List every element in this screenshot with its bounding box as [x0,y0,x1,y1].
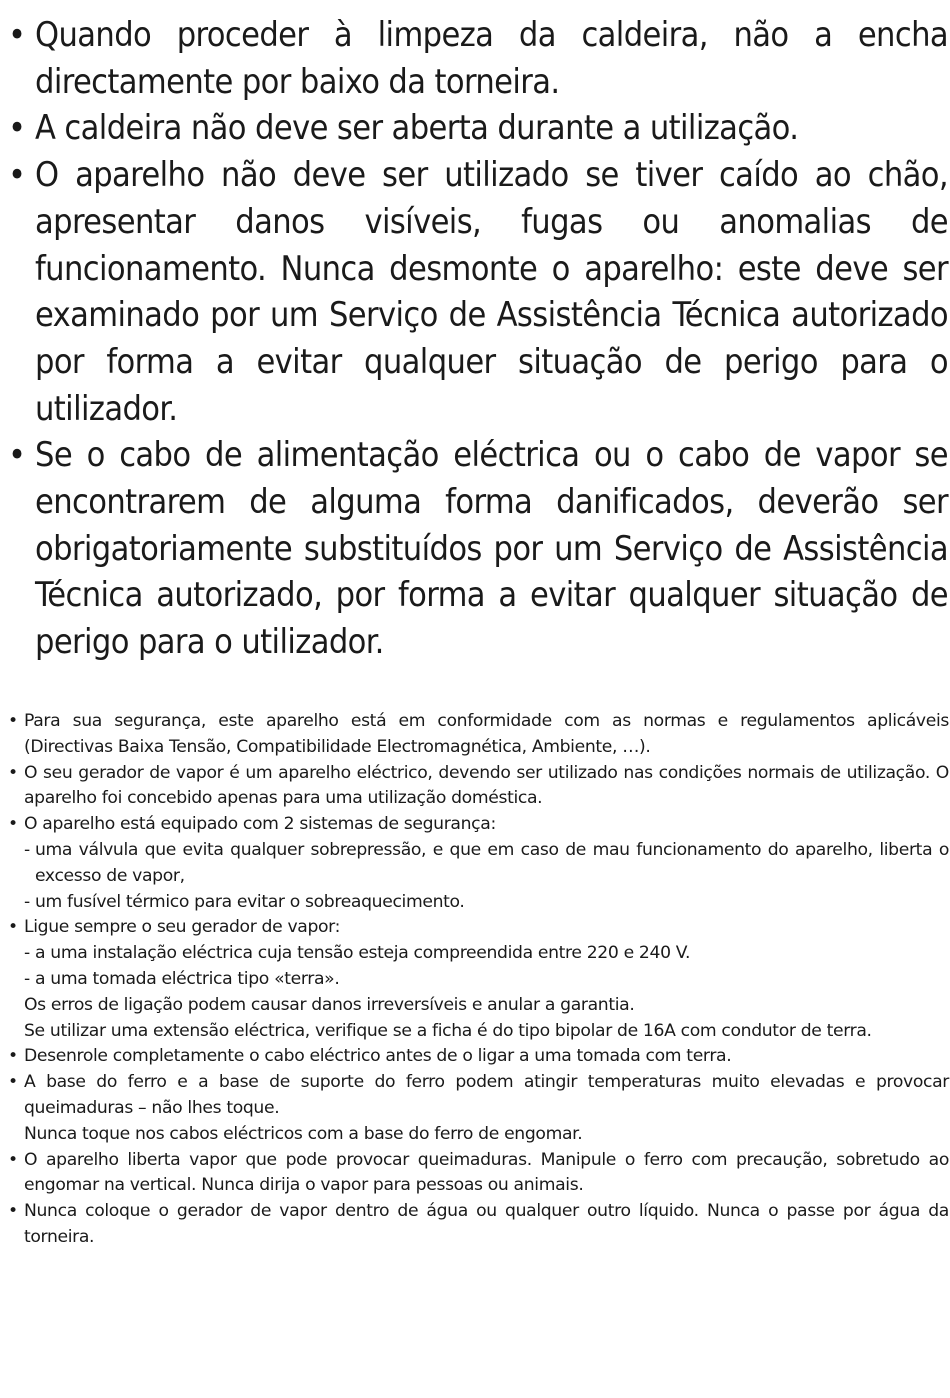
list-item [8,761,949,813]
list-item-text: Desenrole completamente o cabo eléctrico antes de o ligar a uma tomada com terra. [24,1046,732,1067]
bullet-icon: • [8,917,18,938]
list-item-text: O aparelho não deve ser utilizado se tiver caído ao chão, apresentar danos visíveis, fugas ou anomalias de funcionamento. Nunca desmonte o aparelho: este deve ser examinado por um Serviço de Assistência Técnica autorizado por forma a evitar qualquer situação de perigo para o utilizador. [35,155,948,429]
sub-item-text: a uma tomada eléctrica tipo «terra». [35,968,340,989]
sub-item-text: a uma instalação eléctrica cuja tensão esteja compreendida entre 220 e 240 V. [35,943,691,964]
sub-item [24,890,949,916]
list-item [8,915,949,1044]
list-item [8,105,948,152]
dash-icon: - [24,891,30,912]
sub-item [24,838,949,890]
sub-item-text: uma válvula que evita qualquer sobrepressão, e que em caso de mau funcionamento do aparelho, liberta o excesso de vapor, [35,839,949,886]
bullet-icon: • [8,435,26,476]
dash-icon: - [24,968,30,989]
list-item-text: O aparelho liberta vapor que pode provocar queimaduras. Manipule o ferro com precaução, sobretudo ao engomar na vertical. Nunca dirija o vapor para pessoas ou animais. [24,1149,949,1196]
list-item [8,152,948,432]
list-item [8,432,948,666]
list-item-text: O seu gerador de vapor é um aparelho eléctrico, devendo ser utilizado nas condições normais de utilização. O aparelho foi concebido apenas para uma utilização doméstica. [24,762,949,809]
note-text: Nunca toque nos cabos eléctricos com a base do ferro de engomar. [24,1123,583,1144]
note-text: Os erros de ligação podem causar danos irreversíveis e anular a garantia. [24,994,635,1015]
sub-item [24,941,949,967]
list-item-text: O aparelho está equipado com 2 sistemas de segurança: [24,814,496,835]
bullet-icon: • [8,1072,18,1093]
list-item [8,1070,949,1147]
list-item [8,12,948,105]
list-item-text: A caldeira não deve ser aberta durante a utilização. [35,108,799,149]
bullet-icon: • [8,814,18,835]
bullet-icon: • [8,1201,18,1222]
list-item [8,1199,949,1251]
bullet-icon: • [8,711,18,731]
bullet-icon: • [8,15,26,55]
list-item [8,1044,949,1070]
list-item-text: Nunca coloque o gerador de vapor dentro de água ou qualquer outro líquido. Nunca o passe por água da torneira. [24,1201,949,1247]
note-text: Se utilizar uma extensão eléctrica, verifique se a ficha é do tipo bipolar de 16A com condutor de terra. [24,1020,872,1041]
sub-item-text: um fusível térmico para evitar o sobreaquecimento. [35,891,465,912]
list-item [8,812,949,915]
list-item-text: Se o cabo de alimentação eléctrica ou o cabo de vapor se encontrarem de alguma forma danificados, deverão ser obrigatoriamente substituídos por um Serviço de Assistência Técnica autorizado, por forma a evitar qualquer situação de perigo para o utilizador. [35,435,948,663]
main-safety-list [8,12,948,666]
sub-item [24,967,949,993]
bullet-icon: • [8,762,18,783]
list-item-text: Quando proceder à limpeza da caldeira, não a encha directamente por baixo da torneira. [35,15,948,102]
list-item-text: Ligue sempre o seu gerador de vapor: [24,917,341,938]
bullet-icon: • [8,108,26,149]
list-item-text: A base do ferro e a base de suporte do ferro podem atingir temperaturas muito elevadas e provocar queimaduras – não lhes toque. [24,1072,949,1118]
bullet-icon: • [8,1046,18,1067]
bullet-icon: • [8,1149,18,1170]
list-item [8,1148,949,1200]
bullet-icon: • [8,155,26,196]
list-item-text: Para sua segurança, este aparelho está em conformidade com as normas e regulamentos aplicáveis (Directivas Baixa Tensão, Compatibilidade Electromagnética, Ambiente, …). [24,711,949,757]
general-safety-list [8,709,949,1251]
list-item [8,709,949,761]
dash-icon: - [24,839,30,860]
dash-icon: - [24,943,30,964]
